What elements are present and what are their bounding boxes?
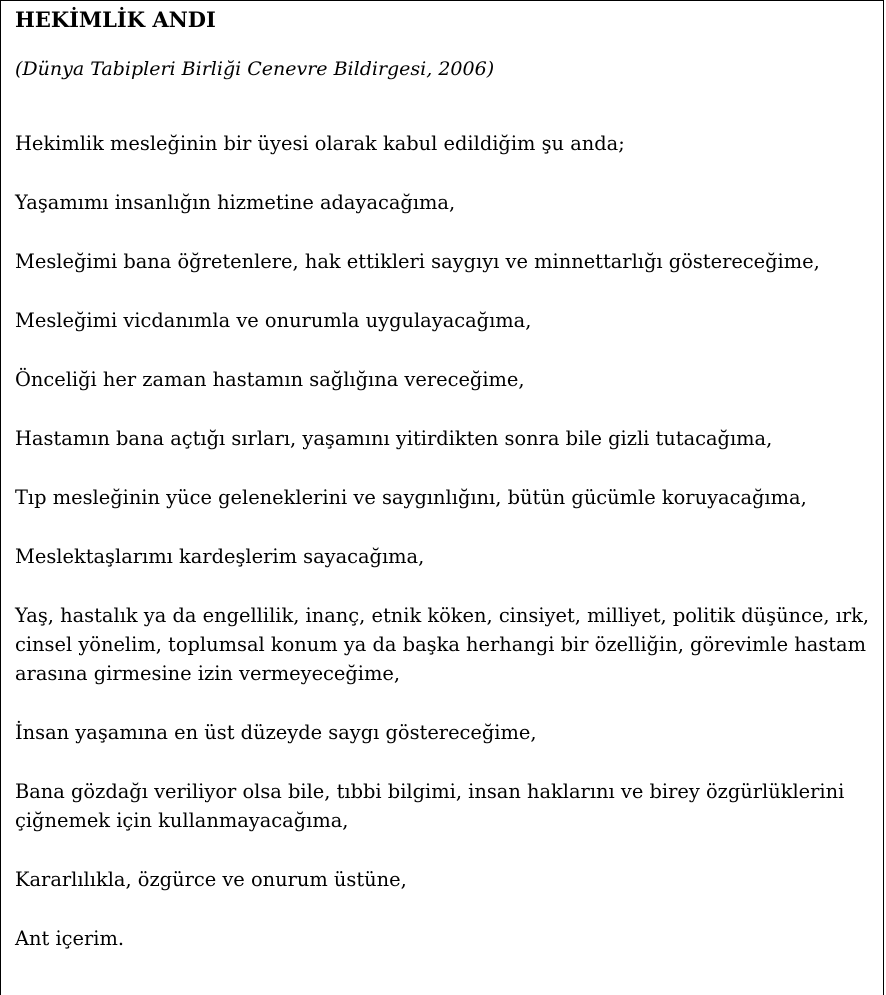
- document-title: HEKİMLİK ANDI: [15, 7, 216, 32]
- oath-line: Yaşamımı insanlığın hizmetine adayacağıma,: [15, 191, 456, 214]
- oath-line: Hekimlik mesleğinin bir üyesi olarak kabul edildiğim şu anda;: [15, 132, 625, 155]
- oath-line: Kararlılıkla, özgürce ve onurum üstüne,: [15, 868, 407, 891]
- oath-line: Bana gözdağı veriliyor olsa bile, tıbbi bilgimi, insan haklarını ve birey özgürlüklerini çiğnemek için kullanmayacağıma,: [15, 780, 845, 832]
- oath-line: İnsan yaşamına en üst düzeyde saygı göstereceğime,: [15, 721, 537, 744]
- oath-line: Mesleğimi vicdanımla ve onurumla uygulayacağıma,: [15, 309, 532, 332]
- document-subtitle: (Dünya Tabipleri Birliği Cenevre Bildirgesi, 2006): [15, 58, 495, 80]
- oath-line: Mesleğimi bana öğretenlere, hak ettikleri saygıyı ve minnettarlığı göstereceğime,: [15, 250, 820, 273]
- oath-document: [15, 6, 877, 953]
- oath-line: Tıp mesleğinin yüce geleneklerini ve saygınlığını, bütün gücümle koruyacağıma,: [15, 486, 807, 509]
- oath-lines: [15, 129, 877, 953]
- oath-line: Önceliği her zaman hastamın sağlığına vereceğime,: [15, 368, 525, 391]
- oath-line: Ant içerim.: [15, 927, 125, 950]
- oath-line: Hastamın bana açtığı sırları, yaşamını yitirdikten sonra bile gizli tutacağıma,: [15, 427, 773, 450]
- oath-line: Meslektaşlarımı kardeşlerim sayacağıma,: [15, 545, 425, 568]
- oath-line: Yaş, hastalık ya da engellilik, inanç, etnik köken, cinsiyet, milliyet, politik düşünce, ırk, cinsel yönelim, toplumsal konum ya da başka herhangi bir özelliğin, görevimle hastam arasına girmesine izin vermeyeceğime,: [15, 604, 870, 685]
